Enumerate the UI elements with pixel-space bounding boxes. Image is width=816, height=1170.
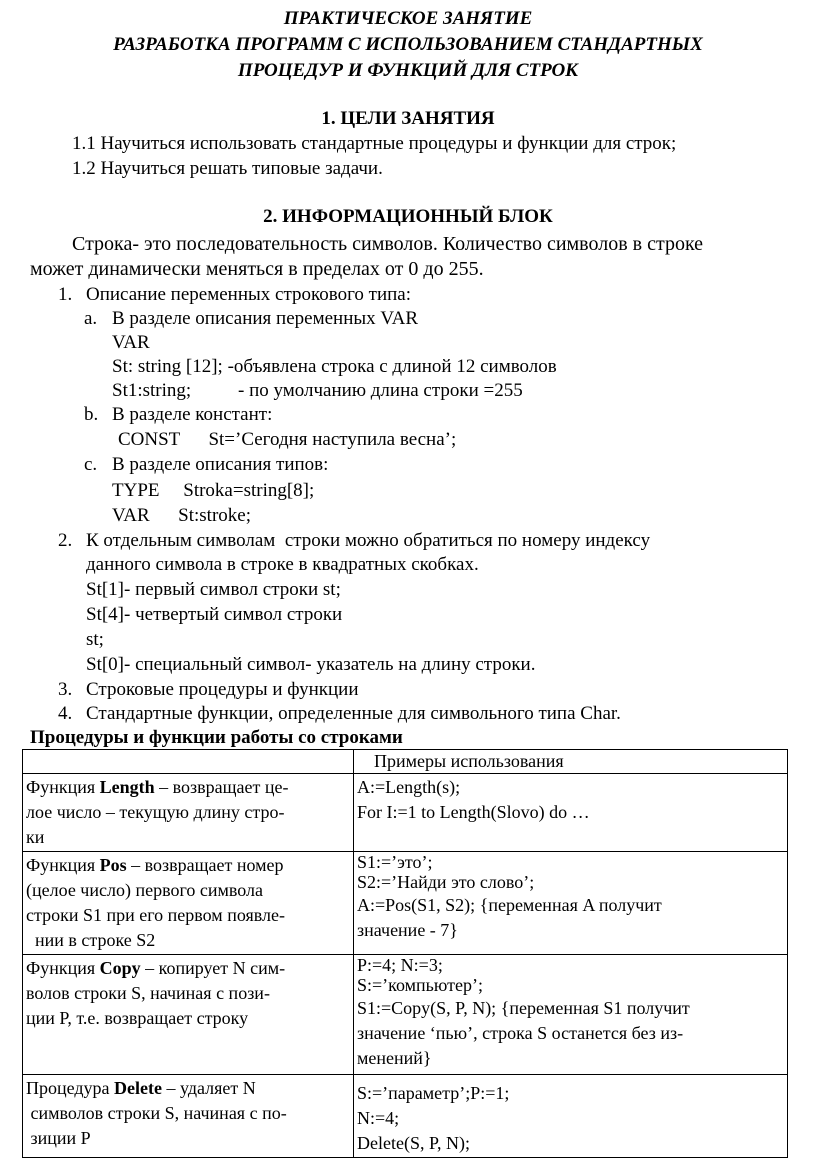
code-var-stroke: VAR St:stroke; — [112, 505, 252, 526]
row-length-description: Функция Length – возвращает це- лое число – текущую длину стро- ки — [23, 774, 354, 852]
header-cell-empty — [23, 750, 354, 774]
table-row — [23, 1075, 788, 1158]
list-item-2-line-1: К отдельным символам строки можно обратиться по номеру индексу — [86, 530, 651, 551]
table-row — [23, 774, 788, 852]
list-item-3: Строковые процедуры и функции — [86, 679, 359, 700]
section-info-title: 2. ИНФОРМАЦИОННЫЙ БЛОК — [263, 206, 553, 227]
list-num-2: 2. — [58, 530, 73, 551]
list-item-2-line-2: данного символа в строке в квадратных скобках. — [86, 554, 479, 575]
code-type: TYPE Stroka=string[8]; — [112, 480, 315, 501]
info-intro-line-1: Строка- это последовательность символов. Количество символов в строке — [72, 233, 704, 255]
doc-title-line-3: ПРОЦЕДУР И ФУНКЦИЙ ДЛЯ СТРОК — [237, 60, 579, 81]
list-num-3: 3. — [58, 679, 73, 700]
proc-name-delete: Delete — [114, 1078, 162, 1098]
goal-item-2: 1.2 Научиться решать типовые задачи. — [72, 158, 383, 179]
row-copy-examples: P:=4; N:=3; S:=’компьютер’; S1:=Copy(S, P, N); {переменная S1 получит значение ‘пью’, строка S останется без из- менений} — [354, 955, 788, 1075]
code-st-declaration: St: string [12]; -объявлена строка с длиной 12 символов — [112, 356, 557, 377]
section-goals-title: 1. ЦЕЛИ ЗАНЯТИЯ — [321, 108, 495, 129]
table-caption: Процедуры и функции работы со строками — [30, 727, 403, 748]
table-row — [23, 852, 788, 955]
sublist-item-c: В разделе описания типов: — [112, 454, 329, 475]
code-st1-comment: - по умолчанию длина строки =255 — [238, 380, 523, 401]
table-header-row — [23, 750, 788, 774]
list-item-1: Описание переменных строкового типа: — [86, 284, 412, 305]
row-delete-examples: S:=’параметр’;P:=1; N:=4; Delete(S, P, N); — [354, 1075, 788, 1158]
func-name-copy: Copy — [99, 958, 141, 978]
code-const: CONST St=’Сегодня наступила весна’; — [118, 429, 457, 450]
list-num-1: 1. — [58, 284, 73, 305]
row-pos-examples: S1:=’это’; S2:=’Найди это слово’; A:=Pos(S1, S2); {переменная A получит значение - 7} — [354, 852, 788, 955]
header-cell-examples: Примеры использования — [354, 750, 788, 774]
sublist-num-b: b. — [84, 404, 99, 425]
row-length-examples: A:=Length(s); For I:=1 to Length(Slovo) do … — [354, 774, 788, 852]
example-st4-cont: st; — [86, 629, 104, 650]
example-st4: St[4]- четвертый символ строки — [86, 604, 343, 625]
string-functions-table — [22, 749, 788, 1158]
goal-item-1: 1.1 Научиться использовать стандартные процедуры и функции для строк; — [72, 133, 677, 154]
doc-title-line-2: РАЗРАБОТКА ПРОГРАММ С ИСПОЛЬЗОВАНИЕМ СТАНДАРТНЫХ — [113, 34, 703, 55]
row-pos-description: Функция Pos – возвращает номер (целое число) первого символа строки S1 при его первом появле- нии в строке S2 — [23, 852, 354, 955]
doc-title-line-1: ПРАКТИЧЕСКОЕ ЗАНЯТИЕ — [283, 8, 533, 29]
sublist-num-a: a. — [84, 308, 98, 329]
list-item-4: Стандартные функции, определенные для символьного типа Char. — [86, 703, 621, 724]
sublist-num-c: c. — [84, 454, 98, 475]
code-st1-declaration: St1:string; — [112, 380, 192, 401]
func-name-pos: Pos — [99, 855, 127, 875]
table-row — [23, 955, 788, 1075]
func-name-length: Length — [99, 777, 155, 797]
info-intro-line-2: может динамически меняться в пределах от 0 до 255. — [30, 258, 484, 280]
sublist-item-b: В разделе констант: — [112, 404, 273, 425]
row-copy-description: Функция Copy – копирует N сим- волов строки S, начиная с пози- ции P, т.е. возвращает строку — [23, 955, 354, 1075]
example-st1: St[1]- первый символ строки st; — [86, 579, 341, 600]
row-delete-description: Процедура Delete – удаляет N символов строки S, начиная с по- зиции P — [23, 1075, 354, 1158]
example-st0: St[0]- специальный символ- указатель на длину строки. — [86, 654, 536, 675]
sublist-item-a: В разделе описания переменных VAR — [112, 308, 419, 329]
code-var: VAR — [112, 332, 150, 353]
list-num-4: 4. — [58, 703, 73, 724]
